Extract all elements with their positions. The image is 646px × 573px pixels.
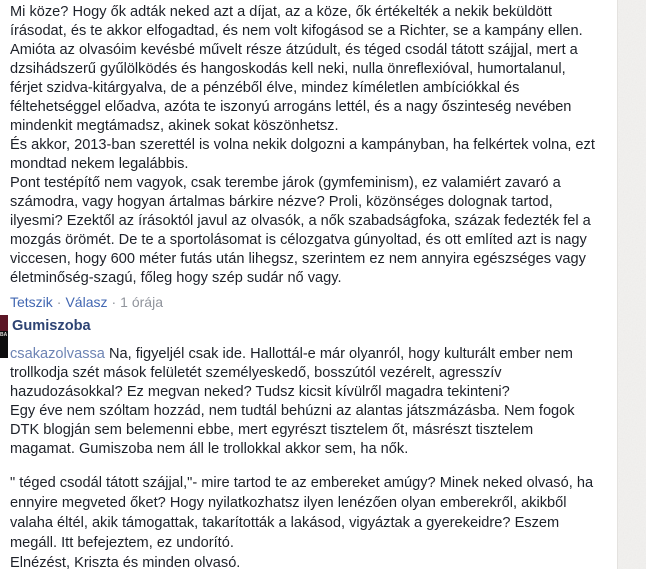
avatar-label-text: BA xyxy=(0,332,8,338)
comment-text-line: férjet szidva-kitárgyalva, de a pénzéből élve, mindez kíméletlen ambíciókkal és xyxy=(10,80,520,96)
comment-text-line: írásodat, és te akkor elfogadtad, és nem volt kifogásod se a Richter, se a kampány ellen. xyxy=(10,23,583,39)
page-background-texture xyxy=(617,0,646,569)
comment-text-line: Amióta az olvasóim kevésbé művelt része átzúdult, és téged csodál tátott szájjal, mert a xyxy=(10,42,578,58)
comment-text-line: És akkor, 2013-ban szerettél is volna nekik dolgozni a kampányban, ha felkértek volna, ezt xyxy=(10,137,595,153)
comment-text-line: Egy éve nem szóltam hozzád, nem tudtál behúzni az alantas játszmázásba. Nem fogok xyxy=(10,403,575,419)
texture-noise xyxy=(618,0,646,569)
comment-text-paragraph-2 xyxy=(10,473,593,573)
comment-text-paragraph-1 xyxy=(10,345,575,459)
comment-text-line: " téged csodál tátott szájjal,"- mire tartod te az embereket amúgy? Minek neked olvasó, ha xyxy=(10,475,594,491)
separator-dot: · xyxy=(111,294,117,310)
comment-text-line: trollkodja szét mások felületét személyeskedő, bosszútól vezérelt, agresszív xyxy=(10,365,502,381)
comment-text-line: megáll. Itt befejeztem, ez undorító. xyxy=(10,535,234,551)
comment-text-line: hazudozásokkal? Ez megvan neked? Tudsz kicsit kívülről magadra tekinteni? xyxy=(10,384,510,400)
comment-text xyxy=(10,3,595,288)
comment-actions xyxy=(10,293,163,311)
comment-text-line: dzsihádszerű gyűlölködés és hangoskodás kell neki, nulla önreflexióval, humortalanul, xyxy=(10,61,566,77)
comment-text-line: életminőség-szagú, főleg hogy szép sudár nő vagy. xyxy=(10,270,342,286)
avatar-image[interactable] xyxy=(0,315,8,358)
mention-link[interactable]: csakazolvassa xyxy=(10,346,105,362)
comment-text-line: ilyesmi? Ezektől az írásoktól javul az olvasók, a nők szabadságfoka, százak fedezték fel a xyxy=(10,213,591,229)
comment-text-line: Elnézést, Kriszta és minden olvasó. xyxy=(10,555,241,571)
separator-dot: · xyxy=(56,294,62,310)
comment-text-fragment: Na, figyeljél csak ide. Hallottál-e már olyanról, hogy kulturált ember nem xyxy=(104,346,573,362)
comment-text-line: mozgás örömét. De te a sportolásomat is célozgatva gúnyoltad, és ott említed azt is nagy xyxy=(10,232,587,248)
comment-text-line: Mi köze? Hogy ők adták neked azt a díjat, az a köze, ők értékelték a nekik beküldött xyxy=(10,4,552,20)
comment-text-line: magamat. Gumiszoba nem áll le trollokkal akkor sem, ha nők. xyxy=(10,441,409,457)
comment-text-line: viccesen, hogy 600 méter futás után lihegsz, szerintem ez nem annyira egészséges vagy xyxy=(10,251,586,267)
comment-text-line: ennyire megveted őket? Hogy nyilatkozhatsz ilyen lenézően olyan emberekről, akikből xyxy=(10,495,567,511)
reply-link[interactable]: Válasz xyxy=(65,294,108,310)
comment-text-line: DTK blogján sem belemenni ebbe, mert egyrészt tisztelem őt, másrészt tisztelem xyxy=(10,422,534,438)
comment-text-line: mondtad nekem legalábbis. xyxy=(10,156,189,172)
comment-text-line: féltehetséggel előadva, azóta te iszonyú arrogáns lettél, és a nagy őszinteség nevében xyxy=(10,99,572,115)
comment-author-link[interactable]: Gumiszoba xyxy=(12,318,91,334)
timestamp-link[interactable]: 1 órája xyxy=(120,294,163,310)
comment-text-line: mindenkit megtámadsz, akinek sokat köszönhetsz. xyxy=(10,118,339,134)
like-link[interactable]: Tetszik xyxy=(10,294,53,310)
comment-text-line xyxy=(10,345,575,364)
comment-text-line: valaha éltél, akik támogattak, takarították a lakásod, vigyáztak a gyerekeidre? Eszem xyxy=(10,515,560,531)
comment-text-line: Pont testépítő nem vagyok, csak terembe járok (gymfeminism), ez valamiért zavaró a xyxy=(10,175,561,191)
comment-text-line: számodra, vagy hogyan ártalmas bárkire nézve? Proli, közönséges dolognak tartod, xyxy=(10,194,553,210)
